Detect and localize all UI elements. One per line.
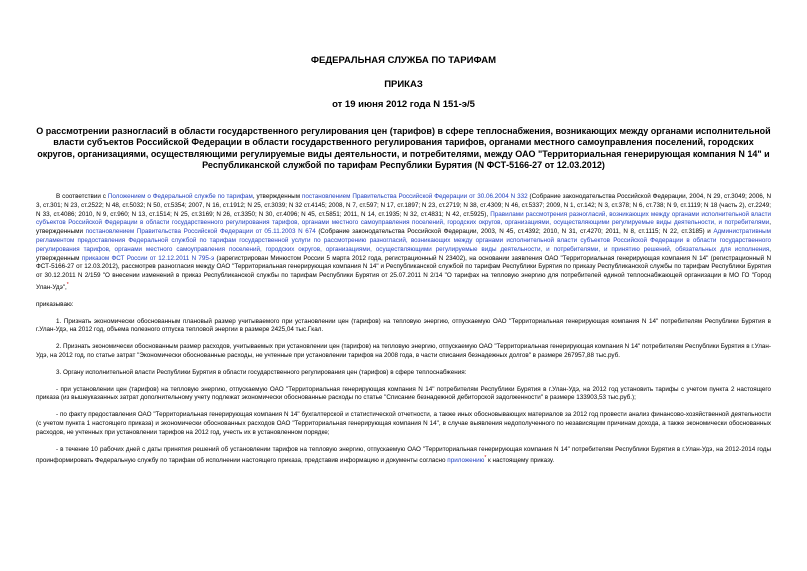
agency-name: ФЕДЕРАЛЬНАЯ СЛУЖБА ПО ТАРИФАМ bbox=[310, 55, 497, 66]
preamble-text: , утвержденными bbox=[36, 219, 771, 236]
preamble-text: (Собрание законодательства Российской Федерации, 2004, N 29, ст.3049; 2006, N 3, ст.301; N 23, ст.2522; N 48, ст.5032; N 50, ст.5354; 2007, N 16, ст.1912; N 25, ст.3039; N 32 ст.4145; 2008, N 7, ст.597; N 17, ст.1897; N 23, ст.2719; N 38, ст.4309; N 46, ст.5337; 2009, N 1, ст.142; N 3, ст.378; N 6, ст.738; N 9, ст.1119; N 18 (часть 2), ст.2249; N 33, ст.4086; 2010, N 9, ст.960; N 13, ст.1514; N 25, ст.3169; N 26, ст.3350; N 30, ст.4096; N 45, ст.5851; 2011, N 14, ст.1935; N 32, ст.4831; N 42, ст.5925), bbox=[36, 193, 772, 218]
preamble-text: В соответствии с bbox=[56, 193, 108, 200]
link-fst-order-795[interactable]: приказом ФСТ России от 12.12.2011 N 795-э bbox=[81, 254, 215, 262]
orders-label: приказываю: bbox=[36, 300, 74, 308]
preamble-text: , утвержденным bbox=[36, 245, 771, 262]
preamble-paragraph bbox=[36, 193, 771, 293]
preamble-text: , утвержденным bbox=[252, 193, 302, 200]
preamble-text: (Собрание законодательства Российской Федерации, 2003, N 45, ст.4392; 2010, N 31, ст.4270; 2011, N 8, ст.1115; N 22, ст.3185) и bbox=[315, 228, 714, 236]
link-administrative-regulation[interactable]: Административным регламентом предоставления Федеральной службой по тарифам государственной услуги по рассмотрению разногласий, возникающих между органами исполнительной власти субъектов Российской Федерации в области государственного регулирования тарифов, органами местного самоуправления поселений, городских округов, организациями, осуществляющими регулируемые виды деятельности, и потребителями, и принятию решений, обязательных для исполнения bbox=[36, 228, 772, 253]
order-item-3-sub-3 bbox=[36, 446, 771, 467]
order-item-2: 2. Признать экономически обоснованным размер расходов, учитываемых при установлении цен (тарифов) на тепловую энергию, отпускаемую ОАО "Территориальная генерирующая компания N 14" потребителям Республики Бурятия в г.Улан-Удэ, на 2012 год, по статье затрат "Экономически обоснованные расходы, не учтенные при установлении тарифов на 2008 года, в части списания безнадежных долгов" в размере 267957,88 тыс.руб. bbox=[36, 343, 771, 360]
document-title: О рассмотрении разногласий в области государственного регулирования цен (тарифов) в сфере теплоснабжения, возникающих между органами исполнительной власти субъектов Российской Федерации в области государственного регулирования тарифов, органами местного самоуправления поселений, городских округов, организациями, осуществляющими регулируемые виды деятельности, и потребителями, между ОАО "Территориальная генерирующая компания N 14" и Республиканской службой по тарифам Республики Бурятия (N ФСТ-5166-27 от 12.03.2012) bbox=[36, 126, 771, 171]
order-item-3: 3. Органу исполнительной власти Республики Бурятия в области государственного регулирования цен (тарифов) в сфере теплоснабжения: bbox=[56, 368, 467, 376]
order-item-3-sub-1: - при установлении цен (тарифов) на тепловую энергию, отпускаемую ОАО "Территориальная генерирующая компания N 14" потребителям Республики Бурятия в г.Улан-Удэ, на 2012 год установить тарифы с учетом пункта 2 настоящего приказа (из вышеуказанных затрат дополнительному учету подлежат экономически обоснованные расходы по статье "Списание безнадежной дебиторской задолженности" в размере 133903,53 тыс.руб.); bbox=[36, 385, 771, 402]
order-item-1: 1. Признать экономически обоснованным плановый размер учитываемого при установлении цен (тарифов) на тепловую энергию, отпускаемую ОАО "Территориальная генерирующая компания N 14" потребителям Республики Бурятия в г.Улан-Удэ, на 2012 год, объема полезного отпуска тепловой энергии в размере 2425,04 тыс.Гкал. bbox=[36, 317, 771, 334]
link-regulation-fst[interactable]: Положением о Федеральной службе по тарифам bbox=[107, 193, 253, 200]
order-item-3-sub-2: - по факту предоставления ОАО "Территориальная генерирующая компания N 14" бухгалтерской и статистической отчетности, а также иных обосновывающих материалов за 2012 год провести анализ финансово-хозяйственной деятельности (с учетом пункта 1 настоящего приказа) и экономически обоснованных расходов ОАО "Территориальная генерирующая компания N 14", в случае выявления недополученного по независящим причинам дохода, а также экономически обоснованных расходов, не учтенных при установлении тарифов на 2012 год, учесть их в установленном порядке; bbox=[36, 411, 771, 436]
link-dispute-rules[interactable]: Правилами рассмотрения разногласий, возникающих между органами исполнительной власти субъектов Российской Федерации в области государственного регулирования тарифов, органами местного самоуправления поселений, городских округов, организациями, осуществляющими регулируемые виды деятельности, и потребителями bbox=[36, 210, 771, 227]
link-appendix[interactable]: приложению bbox=[447, 457, 485, 465]
document-type: ПРИКАЗ bbox=[384, 79, 423, 90]
document-date-number: от 19 июня 2012 года N 151-э/5 bbox=[332, 99, 475, 110]
link-government-decree-332[interactable]: постановлением Правительства Российской Федерации от 30.06.2004 N 332 bbox=[301, 193, 528, 200]
footnote-marker: * bbox=[66, 281, 69, 288]
document-body bbox=[36, 193, 771, 466]
footnote-marker: * bbox=[484, 455, 487, 462]
link-government-decree-674[interactable]: постановлением Правительства Российской Федерации от 05.11.2003 N 674 bbox=[85, 228, 316, 236]
preamble-text: (зарегистрирован Минюстом России 5 марта 2012 года, регистрационный N 23402), на основании заявления ОАО "Территориальная генерирующая компания N 14" (регистрационный N ФСТ-5166-27 от 12.03.2012), рассмотрев разногласия между ОАО "Территориальная генерирующая компания N 14" и Республиканской службой по тарифам Республики Бурятия по приказу Республиканской службы по тарифам Республики Бурятия от 30.12.2011 N 2/159 "О внесении изменений в приказ Республиканской службы по тарифам Республики Бурятия от 25.07.2011 N 2/14 "О тарифах на тепловую энергию для потребителей единой теплоснабжающей организации в МО ГО "Город Улан-Удэ", bbox=[36, 254, 771, 292]
order-item-tail: к настоящему приказу. bbox=[486, 457, 555, 465]
order-item-text: - в течение 10 рабочих дней с даты принятия решений об установлении тарифов на тепловую энергию, отпускаемую ОАО "Территориальная генерирующая компания N 14" потребителям Республики Бурятия в г.Улан-Удэ, на 2012-2014 годы проинформировать Федеральную службу по тарифам об исполнении настоящего приказа, представив информацию и документы согласно bbox=[36, 445, 771, 465]
